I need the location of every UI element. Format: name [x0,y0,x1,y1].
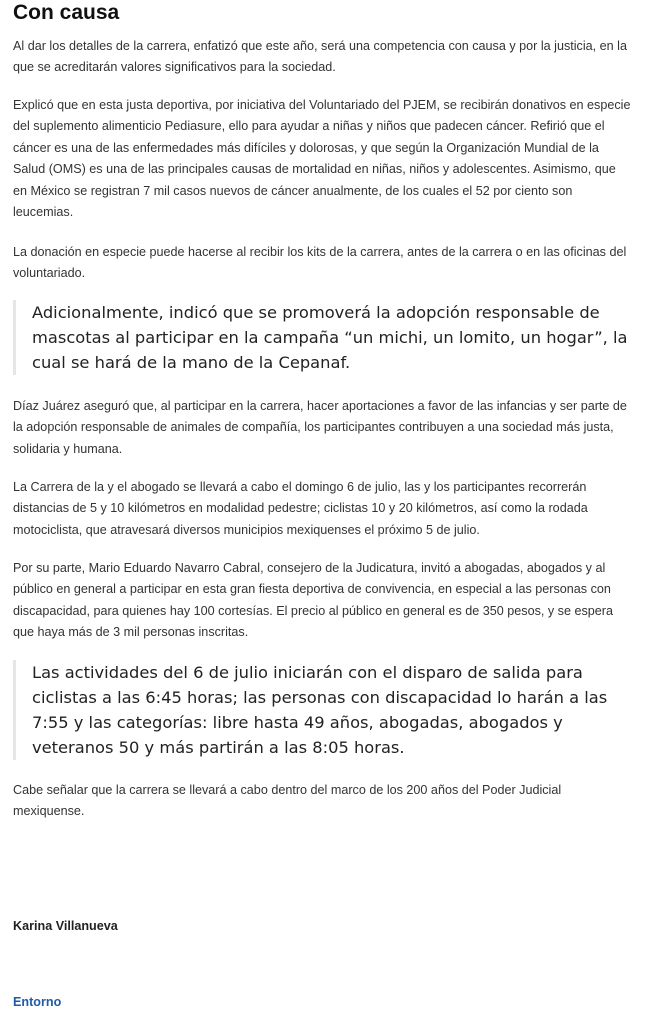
paragraph-intro: Al dar los detalles de la carrera, enfatizó que este año, será una competencia con causa y por la justicia, en la que se acreditarán valores significativos para la sociedad. [13,39,627,75]
section-heading: Con causa [13,1,120,24]
paragraph-closing: Cabe señalar que la carrera se llevará a cabo dentro del marco de los 200 años del Poder Judicial mexiquense. [13,783,562,819]
paragraph-diaz-juarez: Díaz Juárez aseguró que, al participar en la carrera, hacer aportaciones a favor de las infancias y ser parte de la adopción responsable de animales de compañía, los participantes contribuyen a una sociedad más justa, solidaria y humana. [13,399,627,456]
paragraph-navarro-cabral: Por su parte, Mario Eduardo Navarro Cabral, consejero de la Judicatura, invitó a abogadas, abogados y al público en general a participar en esta gran fiesta deportiva de convivencia, en especial a las personas con discapacidad, para quienes hay 100 cortesías. El precio al público en general es de 350 pesos, y se espera que haya más de 3 mil personas inscritas. [13,561,613,640]
paragraph-donations: Explicó que en esta justa deportiva, por iniciativa del Voluntariado del PJEM, se recibirán donativos en especie del suplemento alimenticio Pediasure, ello para ayudar a niñas y niños que padecen cáncer. Refirió que el cáncer es una de las enfermedades más difíciles y dolorosas, y que según la Organización Mundial de la Salud (OMS) es una de las principales causas de mortalidad en niñas, niños y adolescentes. Asimismo, que en México se registran 7 mil casos nuevos de cáncer anualmente, de los cuales el 52 por ciento son leucemias. [13,98,631,220]
section-link-entorno[interactable]: Entorno [13,995,62,1009]
paragraph-race-details: La Carrera de la y el abogado se llevará a cabo el domingo 6 de julio, las y los participantes recorrerán distancias de 5 y 10 kilómetros en modalidad pedestre; ciclistas 10 y 20 kilómetros, así como la rodada motociclista, que atravesará diversos municipios mexiquenses el próximo 5 de julio. [13,480,588,537]
pullquote-adoption: Adicionalmente, indicó que se promoverá la adopción responsable de mascotas al participar en la campaña “un michi, un lomito, un hogar”, la cual se hará de la mano de la Cepanaf. [13,300,633,375]
paragraph-donation-kits: La donación en especie puede hacerse al recibir los kits de la carrera, antes de la carrera o en las oficinas del voluntariado. [13,245,627,281]
pullquote-schedule: Las actividades del 6 de julio iniciarán con el disparo de salida para ciclistas a las 6:45 horas; las personas con discapacidad lo harán a las 7:55 y las categorías: libre hasta 49 años, abogadas, abogados y veteranos 50 y más partirán a las 8:05 horas. [13,660,633,760]
author-name: Karina Villanueva [13,919,118,933]
